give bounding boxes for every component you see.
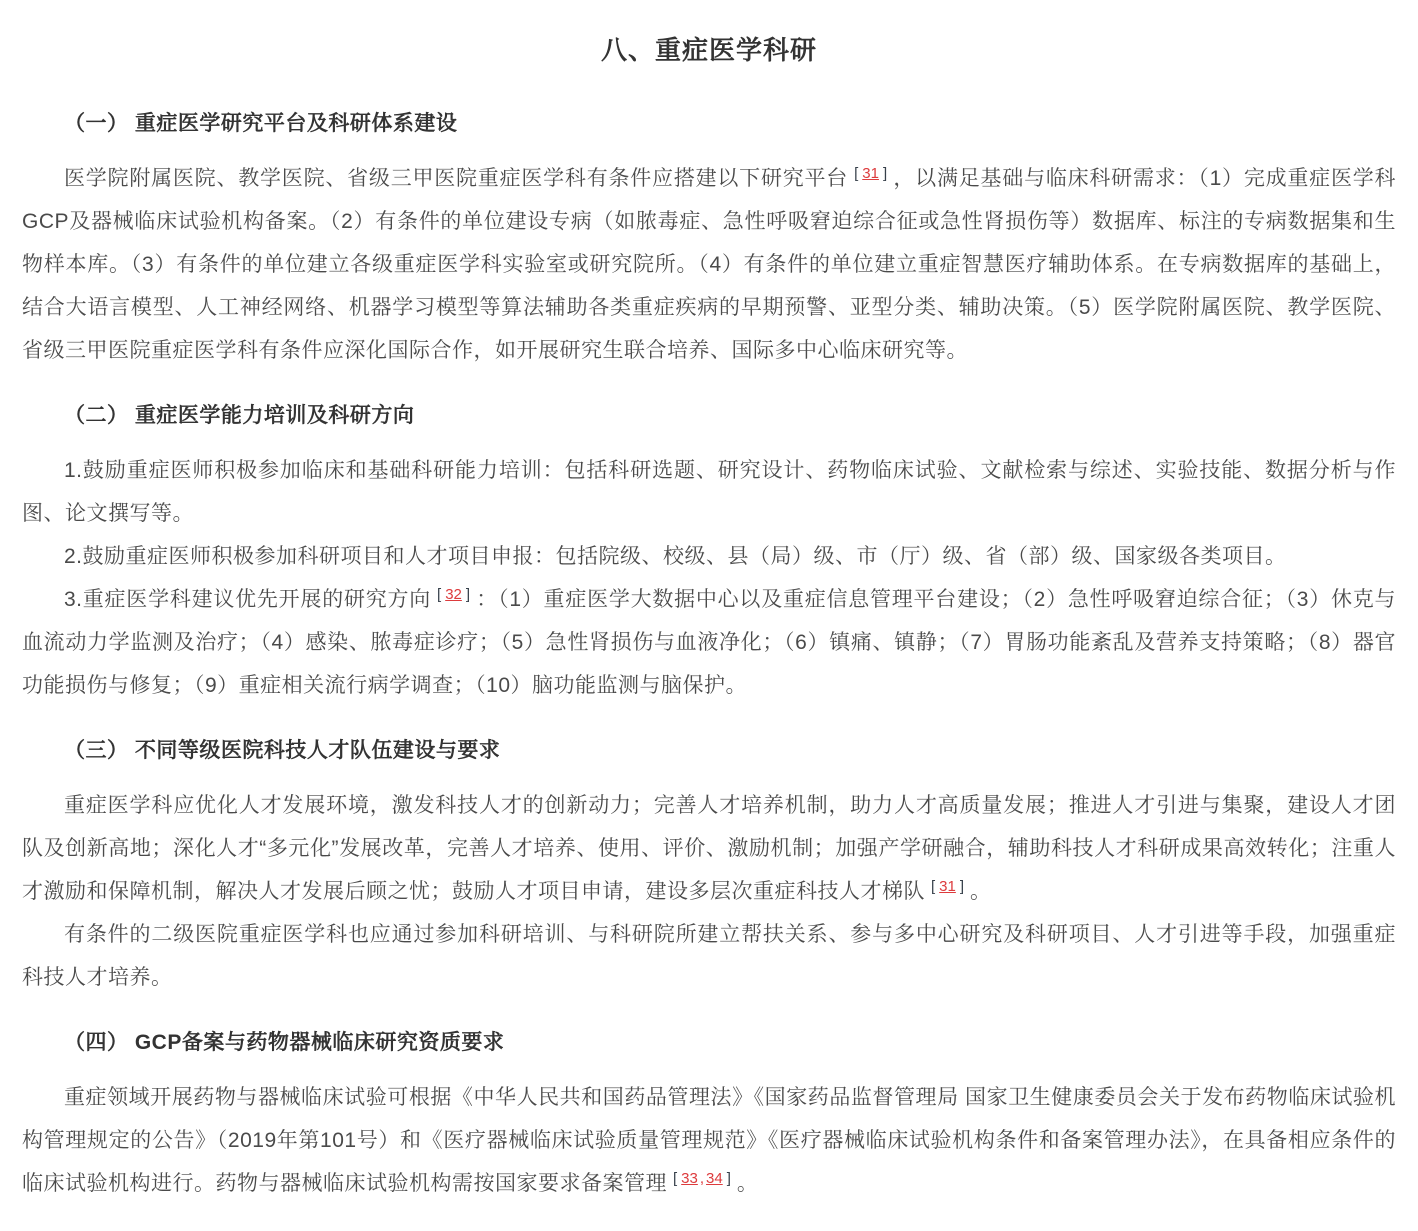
citation-open-bracket: [	[931, 878, 936, 895]
section-heading-4: （四） GCP备案与药物器械临床研究资质要求	[64, 1031, 505, 1054]
citation-close-bracket: ]	[726, 1170, 731, 1187]
paragraph-text: 医学院附属医院、教学医院、省级三甲医院重症医学科有条件应搭建以下研究平台	[64, 167, 849, 190]
citation-link-31[interactable]: 31	[939, 878, 956, 895]
section-heading-3: （三） 不同等级医院科技人才队伍建设与要求	[64, 739, 501, 762]
paragraph-text: 。	[970, 880, 992, 903]
citation-link-31[interactable]: 31	[862, 165, 879, 182]
citation-close-bracket: ]	[465, 586, 471, 603]
citation-open-bracket: [	[673, 1170, 678, 1187]
citation-open-bracket: [	[437, 586, 442, 603]
citation-ref	[850, 165, 891, 182]
paragraph-text: 。	[736, 1172, 759, 1195]
paragraph-text: 2.鼓励重症医师积极参加科研项目和人才项目申报：包括院级、校级、县（局）级、市（厅）级、省（部）级、国家级各类项目。	[64, 545, 1287, 568]
paragraph-item-2	[22, 535, 1396, 578]
paragraph-text: 重症医学科应优化人才发展环境，激发科技人才的创新动力；完善人才培养机制，助力人才高质量发展；推进人才引进与集聚，建设人才团队及创新高地；深化人才“多元化”发展改革，完善人才培养、使用、评价、激励机制；加强产学研融合，辅助科技人才科研成果高效转化；注重人才激励和保障机制，解决人才发展后顾之忧；鼓励人才项目申请，建设多层次重症科技人才梯队	[22, 794, 1396, 903]
paragraph-text: 1.鼓励重症医师积极参加临床和基础科研能力培训：包括科研选题、研究设计、药物临床试验、文献检索与综述、实验技能、数据分析与作图、论文撰写等。	[22, 459, 1396, 525]
citation-open-bracket: [	[854, 165, 859, 182]
paragraph	[22, 1076, 1396, 1205]
section-heading-2: （二） 重症医学能力培训及科研方向	[64, 404, 415, 427]
paragraph	[22, 157, 1396, 372]
citation-link-33[interactable]: 33	[681, 1170, 698, 1187]
paragraph-text: ：（1）重症医学大数据中心以及重症信息管理平台建设；（2）急性呼吸窘迫综合征；（3）休克与血流动力学监测及治疗；（4）感染、脓毒症诊疗；（5）急性肾损伤与血液净化；（6）镇痛、镇静；（7）胃肠功能紊乱及营养支持策略；（8）器官功能损伤与修复；（9）重症相关流行病学调查；（10）脑功能监测与脑保护。	[22, 588, 1396, 697]
paragraph	[22, 784, 1396, 913]
citation-close-bracket: ]	[882, 165, 888, 182]
citation-ref	[433, 586, 474, 603]
citation-link-32[interactable]: 32	[445, 586, 462, 603]
paragraph-text: 3.重症医学科建议优先开展的研究方向	[64, 588, 432, 611]
citation-close-bracket: ]	[959, 878, 965, 895]
paragraph-text: ，以满足基础与临床科研需求：（1）完成重症医学科GCP及器械临床试验机构备案。（2）有条件的单位建设专病（如脓毒症、急性呼吸窘迫综合征或急性肾损伤等）数据库、标注的专病数据集和生物样本库。（3）有条件的单位建立各级重症医学科实验室或研究院所。（4）有条件的单位建立重症智慧医疗辅助体系。在专病数据库的基础上，结合大语言模型、人工神经网络、机器学习模型等算法辅助各类重症疾病的早期预警、亚型分类、辅助决策。（5）医学院附属医院、教学医院、省级三甲医院重症医学科有条件应深化国际合作，如开展研究生联合培养、国际多中心临床研究等。	[22, 167, 1396, 362]
paragraph	[22, 913, 1396, 999]
citation-ref	[927, 878, 968, 895]
section-heading-1: （一） 重症医学研究平台及科研体系建设	[64, 112, 458, 135]
paragraph-item-3	[22, 578, 1396, 707]
paragraph-text: 有条件的二级医院重症医学科也应通过参加科研培训、与科研院所建立帮扶关系、参与多中心研究及科研项目、人才引进等手段，加强重症科技人才培养。	[22, 923, 1396, 989]
citation-link-34[interactable]: 34	[706, 1170, 723, 1187]
citation-ref	[669, 1170, 735, 1187]
page-title: 八、重症医学科研	[600, 35, 817, 65]
paragraph-text: 重症领域开展药物与器械临床试验可根据《中华人民共和国药品管理法》《国家药品监督管理局 国家卫生健康委员会关于发布药物临床试验机构管理规定的公告》（2019年第101号）和《医疗器械临床试验质量管理规范》《医疗器械临床试验机构条件和备案管理办法》，在具备相应条件的临床试验机构进行。药物与器械临床试验机构需按国家要求备案管理	[22, 1086, 1396, 1195]
paragraph-item-1	[22, 449, 1396, 535]
citation-separator: ,	[699, 1170, 705, 1187]
